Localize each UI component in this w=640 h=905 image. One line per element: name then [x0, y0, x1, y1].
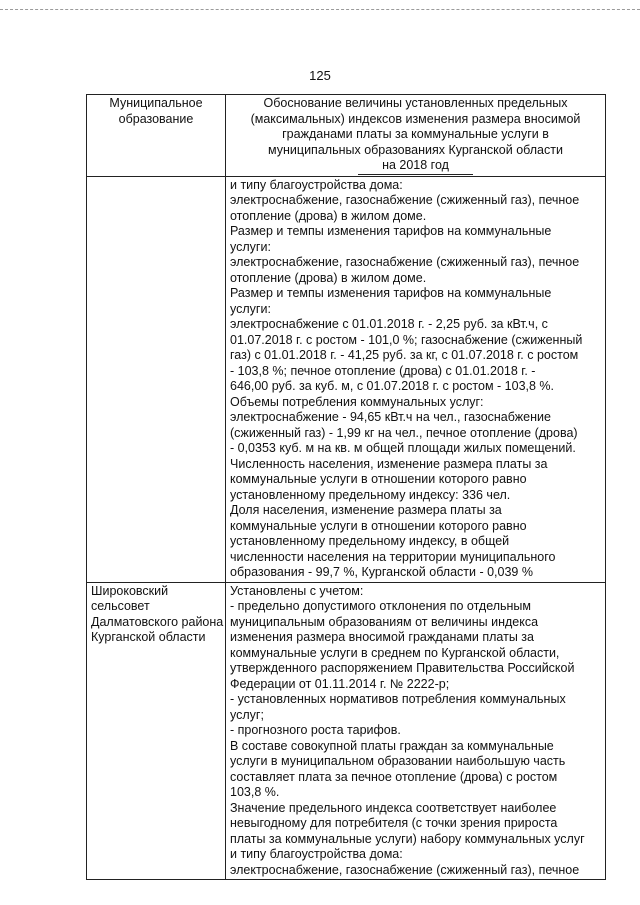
justification-cell: [226, 582, 606, 880]
text-line: платы за коммунальные услуги) набору коммунальных услуг: [230, 831, 585, 846]
municipality-name-line: сельсовет: [91, 599, 150, 613]
text-line: Значение предельного индекса соответствует наиболее: [230, 800, 557, 815]
header-text-line: Муниципальное: [109, 96, 203, 110]
municipality-cell: [87, 582, 226, 880]
text-line: отопление (дрова) в жилом доме.: [230, 270, 427, 285]
justification-cell: [226, 176, 606, 582]
text-line: - 0,0353 куб. м на кв. м общей площади жилых помещений.: [230, 441, 576, 455]
text-line: невыгодному для потребителя (с точки зрения прироста: [230, 816, 558, 830]
header-municipality: [87, 95, 226, 177]
text-line: услуг;: [230, 707, 264, 722]
text-line: коммунальные услуги в отношении которого равно: [230, 518, 527, 533]
text-line: (сжиженный газ) - 1,99 кг на чел., печное отопление (дрова): [230, 425, 578, 440]
text-line: электроснабжение, газоснабжение (сжиженный газ), печное: [230, 255, 580, 269]
text-line: Размер и темпы изменения тарифов на коммунальные: [230, 224, 552, 238]
text-line: установленному предельному индексу, в общей: [230, 534, 510, 548]
page-number: 125: [309, 68, 331, 83]
table-header-row: [87, 95, 606, 177]
text-line: услуги:: [230, 301, 271, 316]
text-line: Численность населения, изменение размера платы за: [230, 456, 548, 471]
text-line: 01.07.2018 г. с ростом - 101,0 %; газоснабжение (сжиженный: [230, 332, 583, 347]
text-line: - 103,8 %; печное отопление (дрова) с 01.01.2018 г. -: [230, 363, 536, 378]
text-line: Доля населения, изменение размера платы за: [230, 503, 502, 517]
table-row: [87, 582, 606, 880]
header-text-line: образование: [118, 111, 194, 126]
text-line: услуги:: [230, 239, 271, 254]
header-text-line: Обоснование величины установленных предельных: [263, 96, 568, 110]
text-line: и типу благоустройства дома:: [230, 177, 403, 192]
table-row: [87, 176, 606, 582]
text-line: 646,00 руб. за куб. м, с 01.07.2018 г. с ростом - 103,8 %.: [230, 379, 555, 393]
text-line: изменения размера вносимой гражданами платы за: [230, 630, 534, 644]
text-line: составляет плата за печное отопление (дрова) с ростом: [230, 769, 558, 784]
header-text-line: (максимальных) индексов изменения размера вносимой: [250, 111, 581, 126]
text-line: электроснабжение, газоснабжение (сжиженный газ), печное: [230, 862, 580, 877]
justification-table: [86, 94, 606, 880]
header-text-line: гражданами платы за коммунальные услуги в: [282, 127, 549, 141]
text-line: - прогнозного роста тарифов.: [230, 723, 401, 737]
text-line: отопление (дрова) в жилом доме.: [230, 208, 427, 223]
municipality-name-line: Далматовского района: [91, 614, 224, 629]
text-line: численности населения на территории муниципального: [230, 549, 556, 564]
header-text-line: муниципальных образованиях Курганской области: [268, 142, 563, 157]
text-line: коммунальные услуги в отношении которого равно: [230, 472, 527, 486]
text-line: муниципальным образованиям от величины индекса: [230, 614, 539, 629]
text-line: газ) с 01.01.2018 г. - 41,25 руб. за кг, с 01.07.2018 г. с ростом: [230, 348, 579, 362]
text-line: установленному предельному индексу: 336 чел.: [230, 487, 511, 502]
municipality-cell: [87, 176, 226, 582]
text-line: - предельно допустимого отклонения по отдельным: [230, 599, 532, 613]
text-line: электроснабжение с 01.01.2018 г. - 2,25 руб. за кВт.ч, с: [230, 317, 548, 331]
text-line: Размер и темпы изменения тарифов на коммунальные: [230, 286, 552, 300]
municipality-name-line: Курганской области: [91, 630, 206, 644]
text-line: 103,8 %.: [230, 785, 280, 799]
header-justification: [226, 95, 606, 177]
municipality-name-line: Широковский: [91, 583, 169, 598]
text-line: утвержденного распоряжением Правительства Российской: [230, 661, 575, 675]
text-line: Федерации от 01.11.2014 г. № 2222-р;: [230, 676, 450, 691]
text-line: услуги в муниципальном образовании наибольшую часть: [230, 754, 566, 768]
text-line: - установленных нормативов потребления коммунальных: [230, 692, 566, 706]
text-line: и типу благоустройства дома:: [230, 847, 403, 861]
text-line: Установлены с учетом:: [230, 583, 364, 598]
text-line: Объемы потребления коммунальных услуг:: [230, 394, 484, 409]
text-line: электроснабжение - 94,65 кВт.ч на чел., газоснабжение: [230, 410, 551, 424]
text-line: электроснабжение, газоснабжение (сжиженный газ), печное: [230, 193, 580, 207]
top-dashed-border: [0, 9, 640, 10]
text-line: образования - 99,7 %, Курганской области - 0,039 %: [230, 565, 533, 579]
text-line: В составе совокупной платы граждан за коммунальные: [230, 738, 554, 753]
text-line: коммунальные услуги в среднем по Курганской области,: [230, 645, 560, 660]
header-text-line: на 2018 год: [230, 158, 601, 175]
